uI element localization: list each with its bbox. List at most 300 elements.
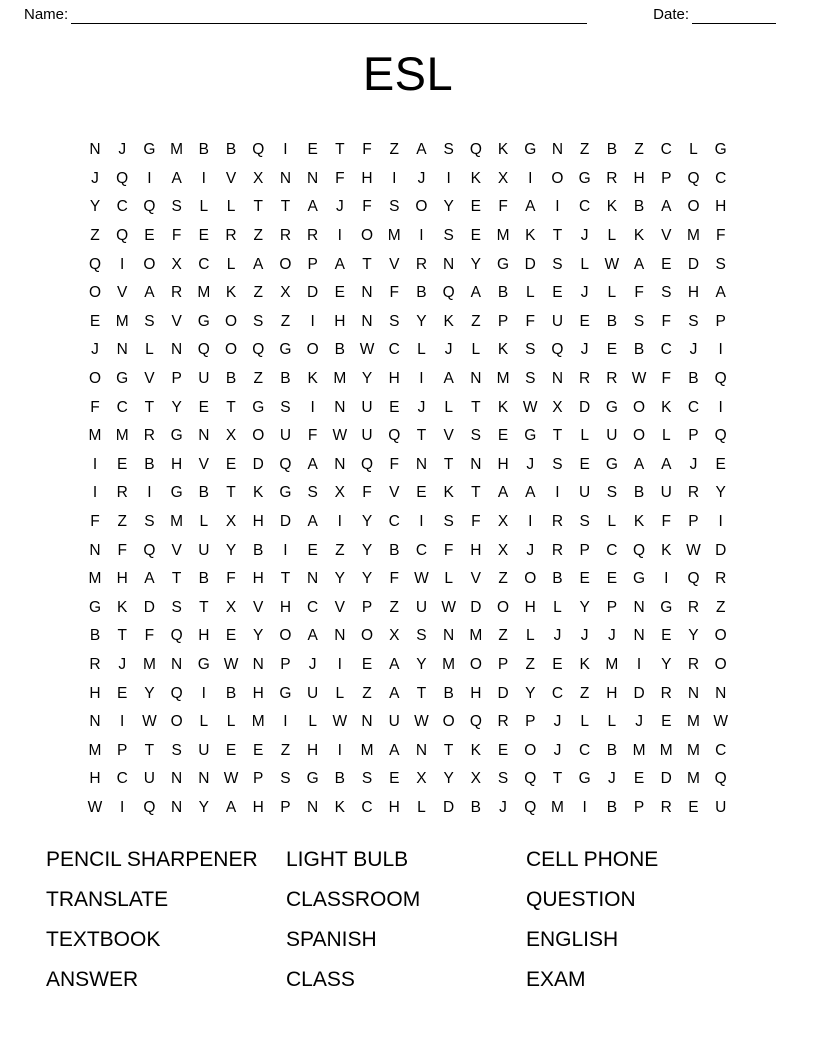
grid-cell[interactable]: T bbox=[471, 398, 481, 416]
grid-cell[interactable]: N bbox=[307, 570, 319, 588]
grid-cell[interactable]: N bbox=[361, 284, 373, 302]
grid-cell[interactable]: Z bbox=[579, 684, 590, 702]
grid-cell[interactable]: Q bbox=[714, 370, 727, 388]
grid-cell[interactable]: Z bbox=[525, 655, 535, 673]
word-list-item[interactable]: CELL PHONE bbox=[526, 848, 659, 872]
grid-cell[interactable]: G bbox=[170, 484, 183, 502]
grid-cell[interactable]: J bbox=[580, 341, 589, 359]
grid-cell[interactable]: P bbox=[280, 798, 291, 816]
grid-cell[interactable]: L bbox=[525, 284, 535, 302]
grid-cell[interactable]: U bbox=[388, 713, 400, 731]
grid-cell[interactable]: C bbox=[606, 541, 618, 559]
date-input-rule[interactable] bbox=[692, 11, 776, 24]
grid-cell[interactable]: P bbox=[579, 541, 590, 559]
grid-cell[interactable]: P bbox=[688, 427, 699, 445]
grid-cell[interactable]: Z bbox=[253, 370, 263, 388]
grid-cell[interactable]: X bbox=[280, 284, 291, 302]
grid-cell[interactable]: O bbox=[497, 598, 510, 616]
grid-cell[interactable]: Z bbox=[362, 684, 372, 702]
grid-cell[interactable]: P bbox=[688, 513, 699, 531]
grid-cell[interactable]: N bbox=[715, 684, 727, 702]
grid-cell[interactable]: H bbox=[388, 798, 400, 816]
grid-cell[interactable]: B bbox=[633, 341, 645, 359]
grid-cell[interactable]: O bbox=[524, 741, 537, 759]
grid-cell[interactable]: O bbox=[361, 627, 374, 645]
grid-cell[interactable]: T bbox=[552, 770, 563, 788]
grid-cell[interactable]: P bbox=[253, 770, 264, 788]
grid-cell[interactable]: E bbox=[253, 741, 264, 759]
grid-cell[interactable]: L bbox=[226, 713, 236, 731]
grid-cell[interactable]: S bbox=[307, 484, 318, 502]
grid-cell[interactable]: I bbox=[92, 455, 98, 473]
grid-cell[interactable]: Y bbox=[144, 684, 155, 702]
grid-cell[interactable]: P bbox=[280, 655, 291, 673]
grid-cell[interactable]: W bbox=[713, 713, 728, 731]
grid-cell[interactable]: A bbox=[443, 370, 454, 388]
grid-cell[interactable]: R bbox=[143, 427, 155, 445]
grid-cell[interactable]: D bbox=[687, 255, 700, 273]
grid-cell[interactable]: O bbox=[415, 198, 428, 216]
grid-cell[interactable]: W bbox=[441, 598, 456, 616]
grid-cell[interactable]: B bbox=[198, 484, 209, 502]
grid-cell[interactable]: L bbox=[607, 713, 617, 731]
grid-cell[interactable]: E bbox=[470, 227, 482, 245]
grid-cell[interactable]: O bbox=[633, 398, 646, 416]
grid-cell[interactable]: I bbox=[718, 398, 723, 416]
grid-cell[interactable]: M bbox=[88, 427, 102, 445]
grid-cell[interactable]: N bbox=[116, 341, 128, 359]
grid-cell[interactable]: K bbox=[633, 513, 645, 531]
grid-cell[interactable]: E bbox=[606, 341, 618, 359]
grid-cell[interactable]: N bbox=[361, 312, 373, 330]
grid-cell[interactable]: A bbox=[416, 141, 427, 159]
grid-cell[interactable]: R bbox=[497, 713, 509, 731]
grid-cell[interactable]: M bbox=[88, 570, 102, 588]
grid-cell[interactable]: Z bbox=[498, 627, 508, 645]
grid-cell[interactable]: Y bbox=[361, 513, 373, 531]
grid-cell[interactable]: M bbox=[115, 427, 129, 445]
word-list-item[interactable]: ANSWER bbox=[46, 968, 139, 992]
grid-cell[interactable]: F bbox=[661, 312, 671, 330]
grid-cell[interactable]: W bbox=[686, 541, 701, 559]
grid-cell[interactable]: C bbox=[579, 198, 591, 216]
grid-cell[interactable]: T bbox=[117, 627, 127, 645]
grid-cell[interactable]: Y bbox=[361, 541, 373, 559]
grid-cell[interactable]: O bbox=[442, 713, 455, 731]
grid-cell[interactable]: L bbox=[553, 598, 562, 616]
grid-cell[interactable]: T bbox=[144, 741, 155, 759]
grid-cell[interactable]: Z bbox=[498, 570, 508, 588]
grid-cell[interactable]: X bbox=[225, 598, 237, 616]
grid-cell[interactable]: E bbox=[416, 484, 427, 502]
grid-cell[interactable]: S bbox=[443, 141, 454, 159]
grid-cell[interactable]: H bbox=[171, 455, 183, 473]
grid-cell[interactable]: J bbox=[635, 713, 643, 731]
grid-cell[interactable]: H bbox=[470, 541, 482, 559]
grid-cell[interactable]: R bbox=[171, 284, 183, 302]
grid-cell[interactable]: B bbox=[606, 798, 618, 816]
grid-cell[interactable]: L bbox=[226, 255, 236, 273]
grid-cell[interactable]: N bbox=[551, 141, 564, 159]
grid-cell[interactable]: U bbox=[307, 684, 319, 702]
grid-cell[interactable]: J bbox=[553, 713, 562, 731]
grid-cell[interactable]: M bbox=[687, 770, 700, 788]
grid-cell[interactable]: N bbox=[633, 627, 645, 645]
grid-cell[interactable]: P bbox=[525, 713, 536, 731]
grid-cell[interactable]: V bbox=[389, 255, 400, 273]
grid-cell[interactable]: I bbox=[310, 398, 315, 416]
grid-cell[interactable]: J bbox=[580, 284, 589, 302]
grid-cell[interactable]: Q bbox=[633, 541, 646, 559]
grid-cell[interactable]: I bbox=[446, 169, 451, 187]
grid-cell[interactable]: E bbox=[225, 741, 237, 759]
grid-cell[interactable]: Q bbox=[143, 198, 156, 216]
grid-cell[interactable]: S bbox=[552, 255, 563, 273]
grid-cell[interactable]: E bbox=[144, 227, 155, 245]
grid-cell[interactable]: H bbox=[715, 198, 727, 216]
grid-cell[interactable]: H bbox=[252, 684, 264, 702]
grid-cell[interactable]: E bbox=[497, 741, 509, 759]
grid-cell[interactable]: N bbox=[252, 655, 264, 673]
grid-cell[interactable]: L bbox=[308, 713, 317, 731]
grid-cell[interactable]: O bbox=[279, 627, 292, 645]
grid-cell[interactable]: S bbox=[171, 741, 182, 759]
grid-cell[interactable]: F bbox=[307, 427, 318, 445]
grid-cell[interactable]: Z bbox=[471, 312, 481, 330]
grid-cell[interactable]: K bbox=[497, 141, 509, 159]
grid-cell[interactable]: H bbox=[334, 312, 346, 330]
grid-cell[interactable]: J bbox=[118, 141, 127, 159]
grid-cell[interactable]: V bbox=[198, 455, 209, 473]
grid-cell[interactable]: G bbox=[197, 655, 210, 673]
grid-cell[interactable]: T bbox=[443, 455, 454, 473]
grid-cell[interactable]: E bbox=[225, 455, 237, 473]
grid-cell[interactable]: Z bbox=[253, 227, 263, 245]
grid-cell[interactable]: A bbox=[633, 255, 645, 273]
grid-cell[interactable]: U bbox=[279, 427, 292, 445]
grid-cell[interactable]: V bbox=[661, 227, 672, 245]
grid-cell[interactable]: G bbox=[306, 770, 319, 788]
grid-cell[interactable]: D bbox=[497, 684, 509, 702]
grid-cell[interactable]: M bbox=[605, 655, 619, 673]
grid-cell[interactable]: Q bbox=[687, 169, 700, 187]
grid-cell[interactable]: H bbox=[606, 684, 618, 702]
grid-cell[interactable]: M bbox=[496, 370, 510, 388]
grid-cell[interactable]: Y bbox=[443, 198, 454, 216]
grid-cell[interactable]: J bbox=[417, 398, 426, 416]
grid-cell[interactable]: M bbox=[197, 284, 211, 302]
grid-cell[interactable]: P bbox=[361, 598, 373, 616]
grid-cell[interactable]: C bbox=[388, 341, 400, 359]
grid-cell[interactable]: Z bbox=[280, 312, 291, 330]
grid-cell[interactable]: Q bbox=[388, 427, 401, 445]
grid-cell[interactable]: J bbox=[580, 227, 589, 245]
grid-cell[interactable]: A bbox=[661, 198, 672, 216]
grid-cell[interactable]: O bbox=[551, 169, 564, 187]
grid-cell[interactable]: O bbox=[714, 655, 727, 673]
grid-cell[interactable]: Q bbox=[116, 169, 129, 187]
grid-cell[interactable]: Y bbox=[361, 370, 373, 388]
grid-cell[interactable]: S bbox=[552, 455, 563, 473]
grid-cell[interactable]: A bbox=[225, 798, 237, 816]
grid-cell[interactable]: I bbox=[283, 541, 288, 559]
grid-cell[interactable]: F bbox=[498, 198, 508, 216]
grid-cell[interactable]: K bbox=[606, 198, 618, 216]
grid-cell[interactable]: G bbox=[524, 427, 537, 445]
grid-cell[interactable]: V bbox=[253, 598, 264, 616]
grid-cell[interactable]: Y bbox=[171, 398, 182, 416]
grid-cell[interactable]: W bbox=[631, 370, 647, 388]
grid-cell[interactable]: C bbox=[715, 169, 727, 187]
grid-cell[interactable]: E bbox=[552, 655, 563, 673]
grid-cell[interactable]: V bbox=[443, 427, 454, 445]
grid-cell[interactable]: U bbox=[198, 741, 210, 759]
grid-cell[interactable]: V bbox=[171, 312, 182, 330]
grid-cell[interactable]: S bbox=[497, 770, 509, 788]
grid-cell[interactable]: Y bbox=[334, 570, 345, 588]
grid-cell[interactable]: U bbox=[715, 798, 727, 816]
grid-cell[interactable]: I bbox=[555, 198, 560, 216]
grid-cell[interactable]: W bbox=[332, 713, 348, 731]
grid-cell[interactable]: Q bbox=[143, 541, 156, 559]
word-list-item[interactable]: EXAM bbox=[526, 968, 586, 992]
grid-cell[interactable]: Z bbox=[335, 541, 345, 559]
grid-cell[interactable]: J bbox=[91, 169, 99, 187]
grid-cell[interactable]: K bbox=[307, 370, 318, 388]
grid-cell[interactable]: X bbox=[171, 255, 182, 273]
grid-cell[interactable]: X bbox=[389, 627, 400, 645]
grid-cell[interactable]: N bbox=[171, 770, 183, 788]
grid-cell[interactable]: V bbox=[144, 370, 155, 388]
grid-cell[interactable]: I bbox=[283, 141, 288, 159]
grid-cell[interactable]: J bbox=[580, 627, 589, 645]
grid-cell[interactable]: S bbox=[280, 398, 291, 416]
grid-cell[interactable]: P bbox=[171, 370, 182, 388]
grid-cell[interactable]: I bbox=[337, 513, 342, 531]
grid-cell[interactable]: T bbox=[416, 684, 427, 702]
grid-cell[interactable]: E bbox=[661, 627, 672, 645]
grid-cell[interactable]: L bbox=[580, 713, 589, 731]
grid-cell[interactable]: X bbox=[497, 513, 509, 531]
grid-cell[interactable]: B bbox=[552, 570, 563, 588]
grid-cell[interactable]: R bbox=[606, 169, 618, 187]
grid-cell[interactable]: S bbox=[579, 513, 590, 531]
grid-cell[interactable]: F bbox=[389, 284, 399, 302]
grid-cell[interactable]: R bbox=[687, 598, 700, 616]
grid-cell[interactable]: N bbox=[361, 713, 373, 731]
grid-cell[interactable]: O bbox=[633, 427, 646, 445]
grid-cell[interactable]: S bbox=[606, 484, 618, 502]
grid-cell[interactable]: G bbox=[88, 598, 102, 616]
grid-cell[interactable]: F bbox=[661, 370, 671, 388]
grid-cell[interactable]: I bbox=[528, 513, 533, 531]
grid-cell[interactable]: H bbox=[116, 570, 128, 588]
grid-cell[interactable]: K bbox=[661, 398, 672, 416]
grid-cell[interactable]: Y bbox=[416, 655, 427, 673]
grid-cell[interactable]: I bbox=[718, 341, 723, 359]
word-list-item[interactable]: PENCIL SHARPENER bbox=[46, 848, 258, 872]
grid-cell[interactable]: J bbox=[91, 341, 99, 359]
grid-cell[interactable]: Z bbox=[634, 141, 644, 159]
grid-cell[interactable]: I bbox=[664, 570, 669, 588]
grid-cell[interactable]: A bbox=[307, 627, 318, 645]
grid-cell[interactable]: E bbox=[117, 455, 128, 473]
word-list-item[interactable]: SPANISH bbox=[286, 928, 377, 952]
grid-cell[interactable]: G bbox=[605, 398, 618, 416]
grid-cell[interactable]: N bbox=[470, 455, 482, 473]
grid-cell[interactable]: A bbox=[389, 655, 400, 673]
grid-cell[interactable]: X bbox=[334, 484, 345, 502]
grid-cell[interactable]: C bbox=[116, 770, 128, 788]
grid-cell[interactable]: U bbox=[143, 770, 155, 788]
grid-cell[interactable]: J bbox=[553, 741, 562, 759]
grid-cell[interactable]: G bbox=[497, 255, 510, 273]
grid-cell[interactable]: G bbox=[578, 169, 591, 187]
grid-cell[interactable]: V bbox=[389, 484, 400, 502]
grid-cell[interactable]: I bbox=[147, 169, 152, 187]
grid-cell[interactable]: Z bbox=[715, 598, 726, 616]
grid-cell[interactable]: T bbox=[226, 484, 236, 502]
grid-cell[interactable]: L bbox=[417, 341, 426, 359]
grid-cell[interactable]: N bbox=[687, 684, 700, 702]
grid-cell[interactable]: I bbox=[337, 655, 342, 673]
grid-cell[interactable]: K bbox=[497, 341, 509, 359]
grid-cell[interactable]: E bbox=[579, 312, 590, 330]
grid-cell[interactable]: L bbox=[444, 570, 453, 588]
grid-cell[interactable]: H bbox=[497, 455, 509, 473]
grid-cell[interactable]: E bbox=[198, 227, 209, 245]
grid-cell[interactable]: G bbox=[197, 312, 210, 330]
grid-cell[interactable]: W bbox=[604, 255, 620, 273]
grid-cell[interactable]: H bbox=[252, 798, 264, 816]
grid-cell[interactable]: I bbox=[337, 741, 342, 759]
grid-cell[interactable]: A bbox=[525, 198, 536, 216]
word-list-item[interactable]: LIGHT BULB bbox=[286, 848, 409, 872]
grid-cell[interactable]: Z bbox=[253, 284, 263, 302]
grid-cell[interactable]: F bbox=[362, 141, 372, 159]
grid-cell[interactable]: L bbox=[607, 513, 617, 531]
grid-cell[interactable]: Y bbox=[470, 255, 482, 273]
grid-cell[interactable]: J bbox=[417, 169, 426, 187]
grid-cell[interactable]: X bbox=[416, 770, 427, 788]
grid-cell[interactable]: O bbox=[524, 570, 537, 588]
grid-cell[interactable]: I bbox=[528, 169, 533, 187]
grid-cell[interactable]: N bbox=[89, 541, 101, 559]
grid-cell[interactable]: X bbox=[497, 169, 509, 187]
grid-cell[interactable]: J bbox=[553, 627, 562, 645]
grid-cell[interactable]: J bbox=[607, 770, 616, 788]
grid-cell[interactable]: H bbox=[361, 169, 373, 187]
grid-cell[interactable]: Q bbox=[524, 798, 537, 816]
grid-cell[interactable]: N bbox=[279, 169, 292, 187]
grid-cell[interactable]: M bbox=[170, 141, 184, 159]
grid-cell[interactable]: H bbox=[633, 169, 645, 187]
grid-cell[interactable]: Z bbox=[117, 513, 127, 531]
grid-cell[interactable]: M bbox=[360, 741, 374, 759]
grid-cell[interactable]: G bbox=[279, 341, 292, 359]
grid-cell[interactable]: H bbox=[89, 684, 101, 702]
grid-cell[interactable]: B bbox=[416, 284, 427, 302]
grid-cell[interactable]: E bbox=[688, 798, 699, 816]
grid-cell[interactable]: Y bbox=[443, 770, 454, 788]
grid-cell[interactable]: B bbox=[606, 312, 618, 330]
grid-cell[interactable]: G bbox=[605, 455, 618, 473]
grid-cell[interactable]: R bbox=[415, 255, 428, 273]
grid-cell[interactable]: T bbox=[471, 484, 481, 502]
grid-cell[interactable]: L bbox=[417, 798, 426, 816]
grid-cell[interactable]: B bbox=[225, 370, 237, 388]
grid-cell[interactable]: C bbox=[116, 398, 128, 416]
grid-cell[interactable]: W bbox=[414, 713, 429, 731]
grid-cell[interactable]: M bbox=[115, 312, 129, 330]
grid-cell[interactable]: A bbox=[307, 455, 318, 473]
grid-cell[interactable]: A bbox=[633, 455, 645, 473]
grid-cell[interactable]: R bbox=[279, 227, 292, 245]
grid-cell[interactable]: F bbox=[171, 227, 182, 245]
grid-cell[interactable]: O bbox=[469, 655, 482, 673]
grid-cell[interactable]: I bbox=[201, 684, 206, 702]
grid-cell[interactable]: Q bbox=[687, 570, 700, 588]
grid-cell[interactable]: N bbox=[415, 741, 428, 759]
grid-cell[interactable]: K bbox=[470, 169, 482, 187]
grid-cell[interactable]: C bbox=[579, 741, 591, 759]
grid-cell[interactable]: I bbox=[147, 484, 152, 502]
grid-cell[interactable]: K bbox=[633, 227, 645, 245]
grid-cell[interactable]: E bbox=[361, 655, 373, 673]
grid-cell[interactable]: D bbox=[524, 255, 536, 273]
grid-cell[interactable]: P bbox=[117, 741, 128, 759]
word-list-item[interactable]: TRANSLATE bbox=[46, 888, 169, 912]
grid-cell[interactable]: L bbox=[199, 713, 209, 731]
grid-cell[interactable]: E bbox=[661, 713, 672, 731]
grid-cell[interactable]: L bbox=[444, 398, 453, 416]
grid-cell[interactable]: J bbox=[689, 341, 698, 359]
grid-cell[interactable]: R bbox=[660, 798, 672, 816]
grid-cell[interactable]: L bbox=[199, 513, 209, 531]
grid-cell[interactable]: Y bbox=[715, 484, 726, 502]
grid-cell[interactable]: T bbox=[552, 227, 563, 245]
grid-cell[interactable]: T bbox=[199, 598, 209, 616]
grid-cell[interactable]: R bbox=[89, 655, 101, 673]
grid-cell[interactable]: F bbox=[525, 312, 535, 330]
word-list-item[interactable]: QUESTION bbox=[526, 888, 636, 912]
grid-cell[interactable]: H bbox=[252, 570, 264, 588]
grid-cell[interactable]: A bbox=[307, 513, 318, 531]
grid-cell[interactable]: D bbox=[660, 770, 672, 788]
grid-cell[interactable]: U bbox=[579, 484, 591, 502]
grid-cell[interactable]: Y bbox=[525, 684, 536, 702]
grid-cell[interactable]: A bbox=[497, 484, 509, 502]
grid-cell[interactable]: Y bbox=[416, 312, 427, 330]
grid-cell[interactable]: E bbox=[389, 398, 400, 416]
grid-cell[interactable]: Y bbox=[688, 627, 699, 645]
grid-cell[interactable]: O bbox=[714, 627, 727, 645]
grid-cell[interactable]: N bbox=[171, 655, 183, 673]
grid-cell[interactable]: P bbox=[606, 598, 618, 616]
grid-cell[interactable]: W bbox=[142, 713, 157, 731]
grid-cell[interactable]: H bbox=[89, 770, 101, 788]
grid-cell[interactable]: B bbox=[253, 541, 264, 559]
grid-cell[interactable]: R bbox=[225, 227, 237, 245]
grid-cell[interactable]: F bbox=[389, 570, 399, 588]
grid-cell[interactable]: Q bbox=[197, 341, 210, 359]
grid-cell[interactable]: Q bbox=[524, 770, 537, 788]
grid-cell[interactable]: D bbox=[633, 684, 645, 702]
grid-cell[interactable]: W bbox=[522, 398, 538, 416]
grid-cell[interactable]: E bbox=[334, 284, 345, 302]
grid-cell[interactable]: E bbox=[470, 198, 482, 216]
grid-cell[interactable]: F bbox=[335, 169, 345, 187]
